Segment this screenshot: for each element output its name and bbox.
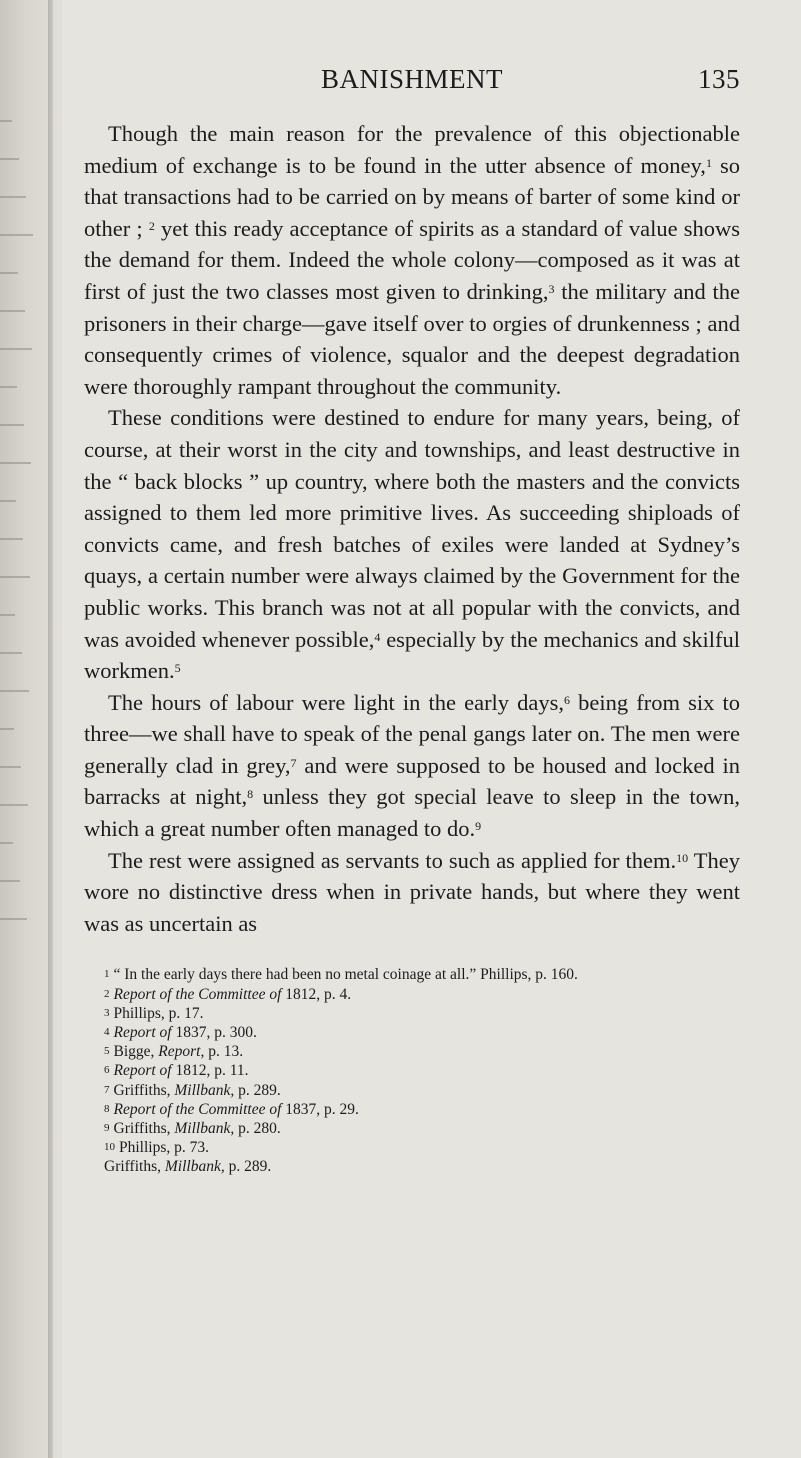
footnote-author: Bigge,	[113, 1043, 159, 1061]
paragraph	[84, 687, 740, 845]
footnote-text: p. 280.	[234, 1120, 281, 1138]
footnote-marker: 10	[676, 850, 689, 865]
gutter-shadow-mark	[0, 576, 30, 578]
paragraph-text: yet this ready acceptance of spirits as a standard of value shows the demand for them. Indeed the whole colony—composed as it was at first of just the two classes most given to drinking,	[84, 215, 740, 304]
gutter-shadow-mark	[0, 538, 23, 540]
paragraph-text: so that transactions had to be carried on by means of barter of some kind or other ;	[84, 152, 741, 241]
body-text	[84, 118, 740, 939]
footnote-source-title: Report of the Committee of	[113, 985, 282, 1003]
footnote-author: Griffiths,	[104, 1158, 165, 1176]
footnote-number: 1	[104, 968, 110, 981]
paragraph-text: They wore no distinctive dress when in private hands, but where they went was as uncertain as	[84, 847, 741, 936]
binding-edge	[48, 0, 53, 1458]
footnote-marker: 6	[564, 692, 571, 707]
gutter-shadow-mark	[0, 500, 16, 502]
footnote-marker: 4	[374, 629, 381, 644]
gutter-shadow-mark	[0, 462, 31, 464]
footnote-source-title: Millbank,	[164, 1158, 225, 1176]
footnote-source-title: Report of	[113, 1024, 172, 1042]
gutter-shadow-mark	[0, 196, 26, 198]
footnote	[84, 1023, 740, 1042]
paragraph-text: unless they got special leave to sleep in the town, which a great number often managed to do.	[84, 784, 740, 842]
gutter-shadow-mark	[0, 158, 19, 160]
footnote	[84, 1061, 740, 1080]
gutter-shadow-mark	[0, 918, 27, 920]
paragraph-text: and were supposed to be housed and locked in barracks at night,	[84, 752, 740, 810]
gutter-shadow-mark	[0, 386, 17, 388]
footnote	[84, 1157, 740, 1176]
footnote-text: “ In the early days there had been no metal coinage at all.” Phillips, p. 160.	[113, 966, 578, 984]
paragraph-text: These conditions were destined to endure for many years, being, of course, at their worst in the city and townships, and least destructive in the “ back blocks ” up country, where both the masters and the convicts assigned to them led more primitive lives. As succeeding shiploads of convicts came, and fresh batches of exiles were landed at Sydney’s quays, a certain number were always claimed by the Government for the public works. This branch was not at all popular with the convicts, and was avoided whenever possible,	[84, 405, 740, 652]
gutter-shadow-mark	[0, 690, 29, 692]
footnote-text: 1812, p. 4.	[281, 985, 352, 1003]
gutter-shadow-mark	[0, 424, 24, 426]
footnote	[84, 1004, 740, 1023]
footnote-author: Griffiths,	[113, 1081, 175, 1099]
paragraph-text: Though the main reason for the prevalence of this objectionable medium of exchange is to be found in the utter absence of money,	[84, 121, 740, 178]
gutter-shadow-mark	[0, 120, 12, 122]
paragraph-text: The hours of labour were light in the early days,	[108, 689, 565, 715]
footnote	[84, 1100, 740, 1119]
footnote	[84, 1138, 740, 1157]
footnote-number: 6	[104, 1064, 110, 1077]
gutter-shadow-mark	[0, 804, 28, 806]
gutter-shadow-mark	[0, 842, 13, 844]
footnote-source-title: Millbank,	[174, 1081, 235, 1099]
footnote-source-title: Report,	[158, 1043, 205, 1061]
paragraph	[84, 118, 740, 402]
footnote-number: 10	[104, 1141, 115, 1154]
gutter-shadow-mark	[0, 234, 33, 236]
footnote-number: 5	[104, 1045, 110, 1058]
gutter-shadow-mark	[0, 348, 32, 350]
footnote	[84, 1042, 740, 1061]
footnotes	[84, 965, 740, 1176]
footnote-marker: 8	[247, 787, 254, 802]
footnote-marker: 3	[548, 281, 555, 296]
footnote-text: 1837, p. 29.	[281, 1100, 359, 1118]
footnote-text: p. 289.	[224, 1158, 272, 1176]
paragraph-text: The rest were assigned as servants to such as applied for them.	[108, 847, 677, 873]
gutter-shadow-mark	[0, 652, 22, 654]
footnote-number: 7	[104, 1083, 110, 1096]
paragraph-text: especially by the mechanics and skilful workmen.	[84, 626, 741, 684]
footnote-marker: 7	[290, 755, 297, 770]
paragraph	[84, 845, 740, 940]
paragraph-text: being from six to three—we shall have to speak of the penal gangs later on. The men were generally clad in grey,	[84, 689, 740, 778]
footnote	[84, 965, 740, 984]
footnote-marker: 2	[148, 218, 155, 233]
gutter-shadow-mark	[0, 880, 20, 882]
footnote-source-title: Millbank,	[174, 1120, 235, 1138]
paragraph	[84, 402, 740, 686]
footnote-text: Phillips, p. 73.	[119, 1139, 210, 1157]
footnote-source-title: Report of	[113, 1062, 172, 1080]
footnote	[84, 985, 740, 1004]
page-number: 135	[698, 64, 740, 94]
book-page	[84, 52, 740, 1177]
footnote-text: p. 289.	[234, 1081, 281, 1099]
footnote-source-title: Report of the Committee of	[113, 1100, 282, 1118]
footnote	[84, 1119, 740, 1138]
footnote-number: 8	[104, 1102, 110, 1115]
footnote-text: Phillips, p. 17.	[113, 1004, 204, 1022]
footnote-author: Griffiths,	[113, 1120, 175, 1138]
paragraph-text: the military and the prisoners in their charge—gave itself over to orgies of drunkenness ; and consequently crimes of violence, squalor and the deepest degradation were thoroughly rampant throughout the community.	[84, 278, 740, 399]
gutter-shadow-mark	[0, 614, 15, 616]
gutter-shadow-mark	[0, 728, 14, 730]
running-header	[84, 52, 740, 102]
footnote-marker: 9	[475, 819, 482, 834]
footnote	[84, 1081, 740, 1100]
gutter-shadow-mark	[0, 310, 25, 312]
footnote-number: 3	[104, 1006, 110, 1019]
footnote-text: 1837, p. 300.	[171, 1024, 257, 1042]
footnote-marker: 1	[705, 155, 712, 170]
gutter-shadow-mark	[0, 272, 18, 274]
footnote-marker: 5	[174, 661, 181, 676]
footnote-number: 2	[104, 987, 110, 1000]
running-title: BANISHMENT	[320, 64, 503, 94]
footnote-text: 1812, p. 11.	[171, 1062, 249, 1080]
footnote-number: 4	[104, 1026, 110, 1039]
footnote-number: 9	[104, 1122, 110, 1135]
gutter-shadow-mark	[0, 766, 21, 768]
footnote-text: p. 13.	[204, 1043, 244, 1061]
